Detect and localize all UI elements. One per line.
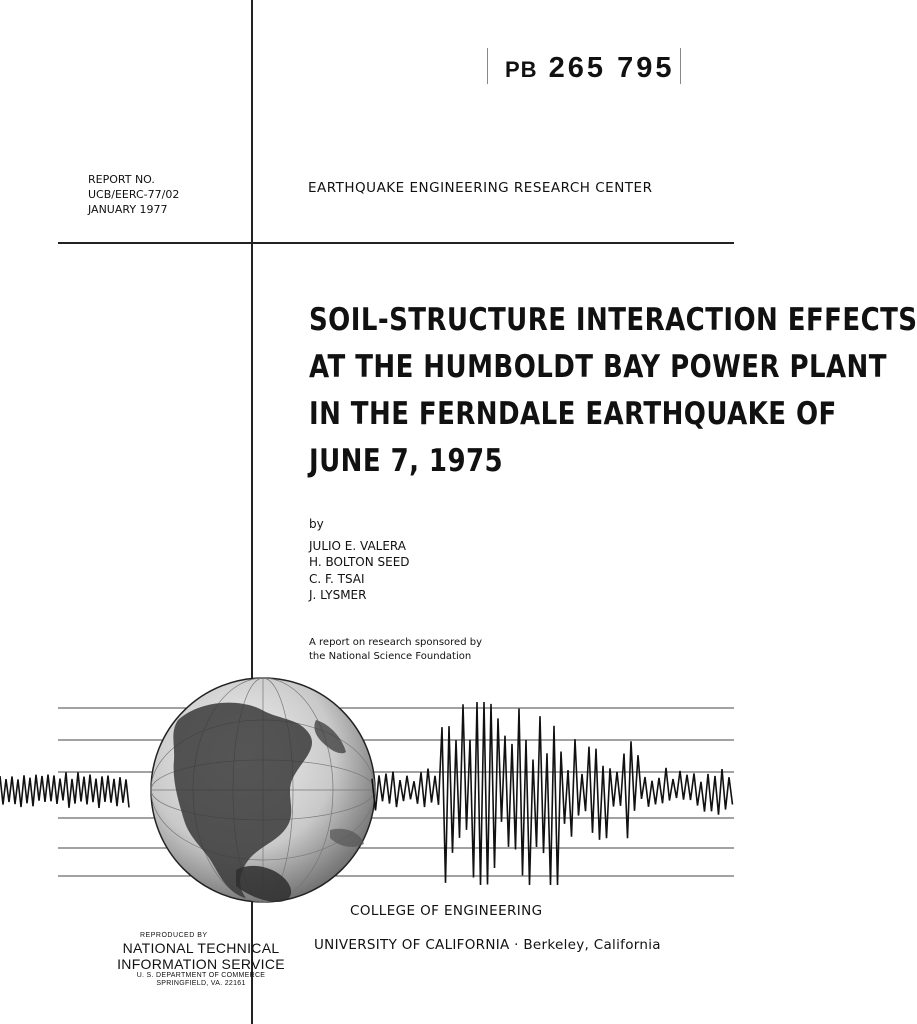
accession-bracket-right (680, 48, 681, 84)
college-name: COLLEGE OF ENGINEERING (350, 903, 543, 919)
sponsor-note (309, 636, 482, 664)
author-block (309, 516, 410, 604)
title-line: IN THE FERNDALE EARTHQUAKE OF (309, 396, 837, 432)
ntis-dept: U. S. DEPARTMENT OF COMMERCE (136, 972, 266, 979)
accession-digits: 265 795 (548, 52, 675, 84)
accession-number (505, 52, 674, 85)
ntis-city: SPRINGFIELD, VA. 22161 (156, 980, 246, 987)
author-name: J. LYSMER (309, 588, 367, 602)
accession-bracket-left (487, 48, 488, 84)
horizontal-rule (58, 242, 734, 244)
author-name: JULIO E. VALERA (309, 538, 406, 553)
ntis-line2: INFORMATION SERVICE (117, 956, 285, 972)
sponsor-line: A report on research sponsored by (309, 637, 482, 648)
title-line: SOIL-STRUCTURE INTERACTION EFFECTS (309, 302, 917, 338)
ntis-line1: NATIONAL TECHNICAL (122, 940, 280, 956)
research-center: EARTHQUAKE ENGINEERING RESEARCH CENTER (308, 180, 653, 196)
seismogram-globe-illustration (0, 680, 770, 910)
globe-icon (151, 678, 375, 902)
title-line: AT THE HUMBOLDT BAY POWER PLANT (309, 349, 887, 385)
ntis-stamp (116, 932, 286, 988)
title-line: JUNE 7, 1975 (309, 443, 504, 479)
report-title (309, 297, 917, 485)
byline: by (309, 517, 324, 531)
author-name: C. F. TSAI (309, 571, 365, 586)
report-number: UCB/EERC-77/02 (88, 188, 180, 201)
university-name: UNIVERSITY OF CALIFORNIA · Berkeley, California (314, 937, 661, 953)
sponsor-line: the National Science Foundation (309, 651, 472, 662)
accession-prefix: PB (505, 57, 538, 82)
report-info (88, 172, 179, 217)
ntis-reproduced: REPRODUCED BY (140, 932, 208, 939)
report-date: JANUARY 1977 (88, 203, 168, 216)
author-name: H. BOLTON SEED (309, 555, 410, 569)
report-label: REPORT NO. (88, 173, 155, 186)
